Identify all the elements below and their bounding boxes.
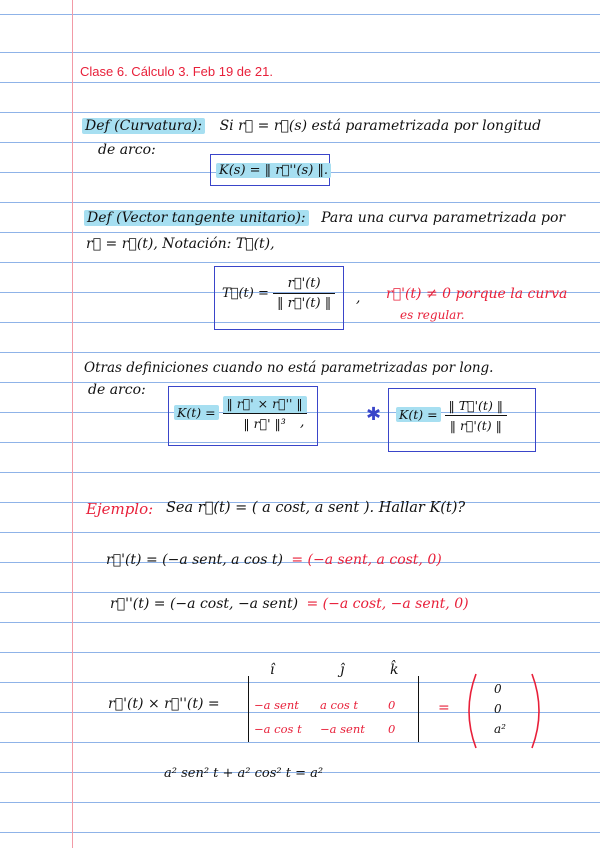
result-equals: =: [438, 700, 450, 716]
cross-product-lhs: r⃗'(t) × r⃗''(t) =: [108, 696, 220, 712]
def-curvature-heading: Def (Curvatura):: [82, 118, 205, 134]
unit-i: î: [270, 662, 275, 678]
def-curvature-text: Si r⃗ = r⃗(s) está parametrizada por longitud: [219, 118, 542, 134]
def-curvature-line1: [82, 118, 541, 134]
other-defs-line2: de arco:: [88, 382, 146, 398]
def-tangent-line1: [84, 210, 565, 226]
curvature-tangent-formula: K(t) = $\frac{‖ T⃗'(t) ‖}{‖ r⃗'(t) ‖}$: [396, 398, 507, 433]
matrix-r3-c3: 0: [388, 722, 396, 736]
page-title: Clase 6. Cálculo 3. Feb 19 de 21.: [80, 64, 273, 79]
matrix-r3-c2: −a sent: [320, 722, 365, 736]
cross-formula-comma: ,: [300, 414, 305, 430]
tangent-comma: ,: [356, 290, 361, 306]
star-icon: ✱: [366, 404, 382, 425]
tangent-formula: T⃗(t) = $\frac{r⃗'(t)}{‖ r⃗'(t) ‖}$: [222, 276, 335, 311]
matrix-r2-c1: −a sent: [254, 698, 299, 712]
matrix-r2-c3: 0: [388, 698, 396, 712]
def-tangent-line2: r⃗ = r⃗(t), Notación: T⃗(t),: [86, 236, 275, 252]
regular-note-line2: es regular.: [400, 308, 465, 322]
second-derivative: r⃗''(t) = (−a cost, −a sent) = (−a cost, −a sent, 0): [110, 596, 469, 612]
result-z: a²: [494, 722, 506, 736]
first-derivative: r⃗'(t) = (−a sent, a cos t) = (−a sent, a cost, 0): [106, 552, 442, 568]
def-curvature-line2: de arco:: [98, 142, 156, 158]
result-y: 0: [494, 702, 502, 716]
identity-line: a² sen² t + a² cos² t = a²: [164, 766, 324, 781]
regular-note-line1: r⃗'(t) ≠ 0 porque la curva: [386, 286, 568, 302]
matrix-r3-c1: −a cos t: [254, 722, 302, 736]
other-defs-line1: Otras definiciones cuando no está parametrizadas por long.: [84, 360, 494, 376]
result-vector-parentheses: [462, 670, 546, 752]
def-tangent-heading: Def (Vector tangente unitario):: [84, 210, 309, 226]
margin-line: [72, 0, 73, 848]
example-heading: Ejemplo:: [86, 500, 154, 518]
matrix-r2-c2: a cos t: [320, 698, 359, 712]
curvature-formula: K(s) = ‖ r⃗''(s) ‖.: [216, 163, 331, 178]
def-tangent-text: Para una curva parametrizada por: [321, 210, 566, 226]
determinant-left-bar: [248, 676, 249, 742]
unit-j: ĵ: [340, 662, 345, 678]
example-statement: Sea r⃗(t) = ( a cost, a sent ). Hallar K(t)?: [166, 500, 466, 516]
curvature-cross-formula: K(t) = $\frac{‖ r⃗' \times r⃗'' ‖}{\text{‖ r⃗' ‖³}}$: [174, 396, 307, 431]
result-x: 0: [494, 682, 502, 696]
determinant-right-bar: [418, 676, 419, 742]
unit-k: k̂: [390, 662, 399, 678]
